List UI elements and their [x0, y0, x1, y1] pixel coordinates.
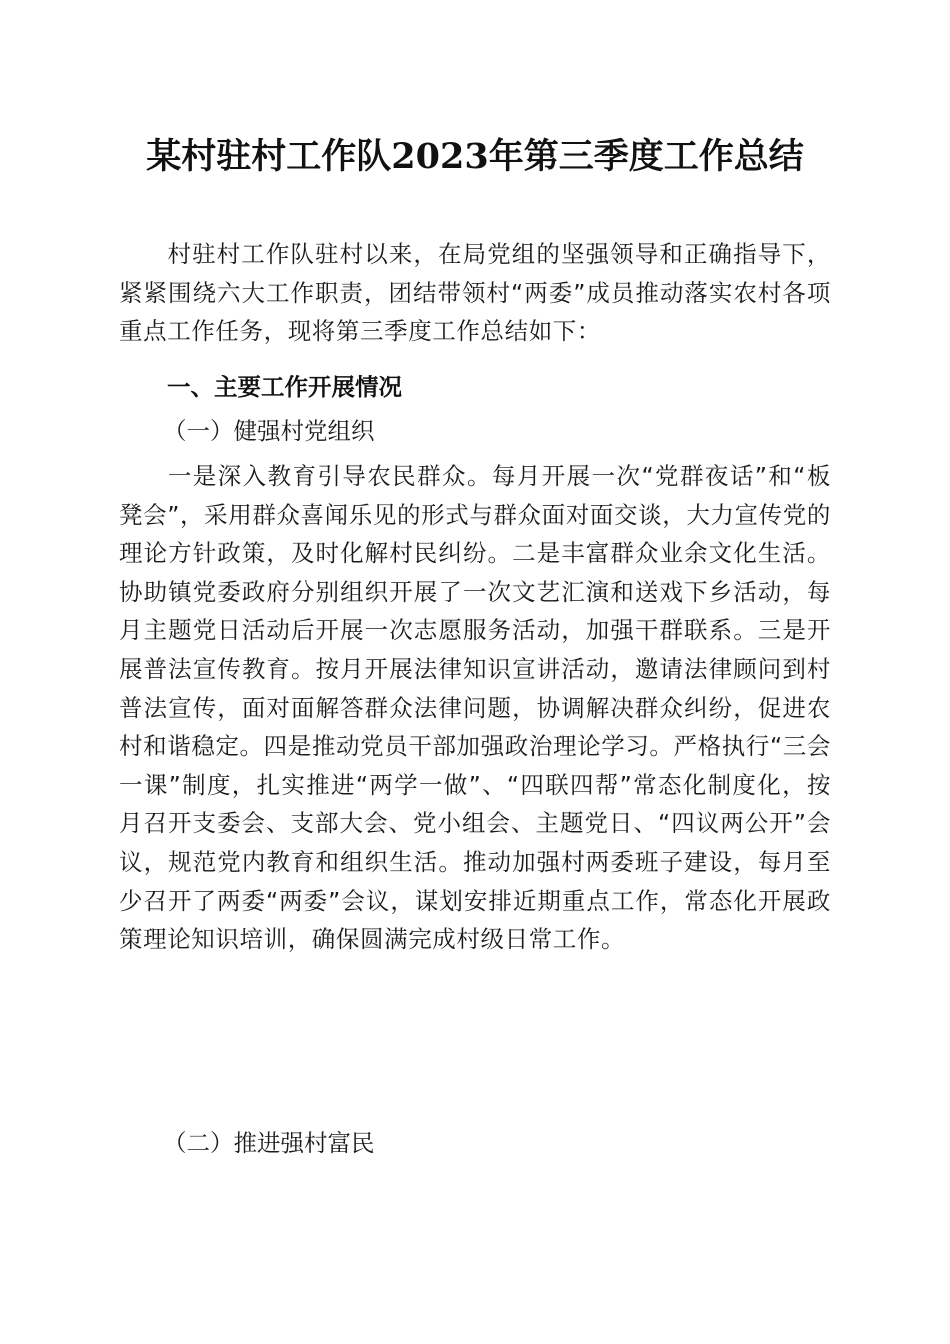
subheading-party-organization: （一）健强村党组织	[163, 417, 375, 445]
section1-text: 一是深入教育引导农民群众。每月开展一次“党群夜话”和“板凳会”，采用群众喜闻乐见的形式与群众面对面交谈，大力宣传党的理论方针政策，及时化解村民纠纷。二是丰富群众业余文化生活。协助镇党委政府分别组织开展了一次文艺汇演和送戏下乡活动，每月主题党日活动后开展一次志愿服务活动，加强干群联系。三是开展普法宣传教育。按月开展法律知识宣讲活动，邀请法律顾问到村普法宣传，面对面解答群众法律问题，协调解决群众纠纷，促进农村和谐稳定。四是推动党员干部加强政治理论学习。严格执行“三会一课”制度，扎实推进“两学一做”、“四联四帮”常态化制度化，按月召开支委会、支部大会、党小组会、主题党日、“四议两公开”会议，规范党内教育和组织生活。推动加强村两委班子建设，每月至少召开了两委“两委”会议，谋划安排近期重点工作，常态化开展政策理论知识培训，确保圆满完成村级日常工作。	[119, 462, 831, 954]
intro-text: 村驻村工作队驻村以来，在局党组的坚强领导和正确指导下，紧紧围绕六大工作职责，团结带领村“两委”成员推动落实农村各项重点工作任务，现将第三季度工作总结如下：	[119, 240, 831, 346]
subheading-strengthen-village: （二）推进强村富民	[163, 1129, 375, 1157]
intro-paragraph	[119, 235, 831, 351]
section1-paragraph	[119, 457, 831, 959]
document-title: 某村驻村工作队2023年第三季度工作总结	[146, 136, 804, 177]
section-heading-main-work: 一、主要工作开展情况	[167, 373, 402, 401]
